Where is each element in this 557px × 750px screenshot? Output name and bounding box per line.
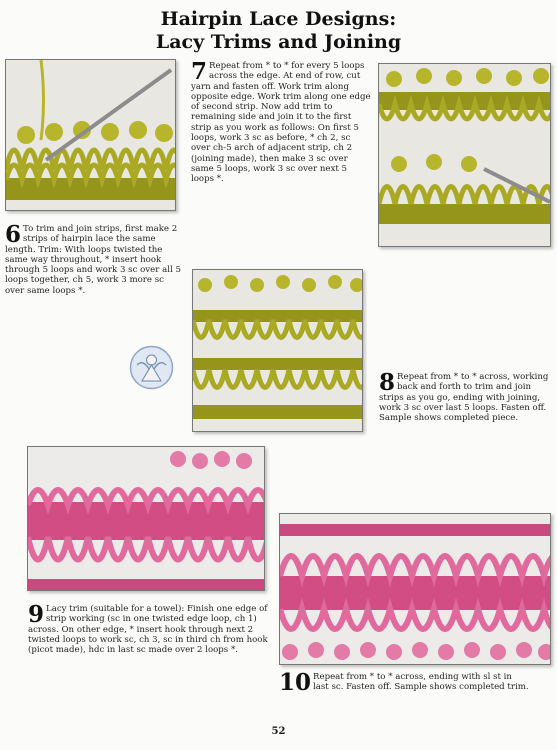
title-line-2: Lacy Trims and Joining bbox=[155, 31, 402, 53]
photo-step-6-green-trim bbox=[5, 59, 176, 211]
page-number: 52 bbox=[271, 726, 286, 737]
photo-step-10-pink-completed bbox=[279, 513, 551, 665]
title-line-1: Hairpin Lace Designs: bbox=[160, 8, 397, 30]
step-9 bbox=[28, 601, 268, 656]
step-10-text: Repeat from * to * across, ending with sl st in last sc. Fasten off. Sample shows completed trim. bbox=[313, 672, 529, 693]
decorative-angel-badge-icon bbox=[129, 345, 174, 390]
step-8 bbox=[379, 369, 549, 424]
step-7-text: Repeat from * to * for every 5 loops across the edge. At end of row, cut yarn and fasten off. Work trim along opposite edge. Work trim along one edge of second strip. Now add trim to remaining side and join it to the first strip as you work as follows: On first 5 loops, work 3 sc as before, * ch 2, sc over ch-5 arch of adjacent strip, ch 2 (joining made), then make 3 sc over same 5 loops, work 3 sc over next 5 loops *. bbox=[191, 61, 371, 185]
step-10 bbox=[279, 669, 529, 696]
step-6-text: To trim and join strips, first make 2 strips of hairpin lace the same length. Trim: With loops twisted the same way throughout, * insert hook through 5 loops and work 3 sc over all 5 loops together, ch 5, work 3 more sc over same loops *. bbox=[5, 224, 181, 296]
step-8-text: Repeat from * to * across, working back and forth to trim and join strips as you go, ending with joining, work 3 sc over last 5 loops. Fasten off. Sample shows completed piece. bbox=[379, 372, 549, 424]
photo-step-7-green-join bbox=[378, 63, 551, 247]
step-6 bbox=[5, 221, 183, 296]
step-6-number: 6 bbox=[5, 221, 22, 248]
page-title bbox=[0, 8, 557, 54]
step-7-number: 7 bbox=[191, 58, 208, 85]
step-9-text: Lacy trim (suitable for a towel): Finish one edge of strip working (sc in one twisted edge loop, ch 1) across. On other edge, * insert hook through next 2 twisted loops to work sc, ch 3, sc in third ch from hook (picot made), hdc in last sc made over 2 loops *. bbox=[28, 604, 268, 656]
step-9-number: 9 bbox=[28, 601, 45, 628]
step-7 bbox=[191, 58, 371, 185]
photo-step-9-pink-trim bbox=[27, 446, 265, 591]
photo-step-8-green-completed bbox=[192, 269, 363, 432]
step-10-number: 10 bbox=[279, 669, 312, 696]
step-8-number: 8 bbox=[379, 369, 396, 396]
